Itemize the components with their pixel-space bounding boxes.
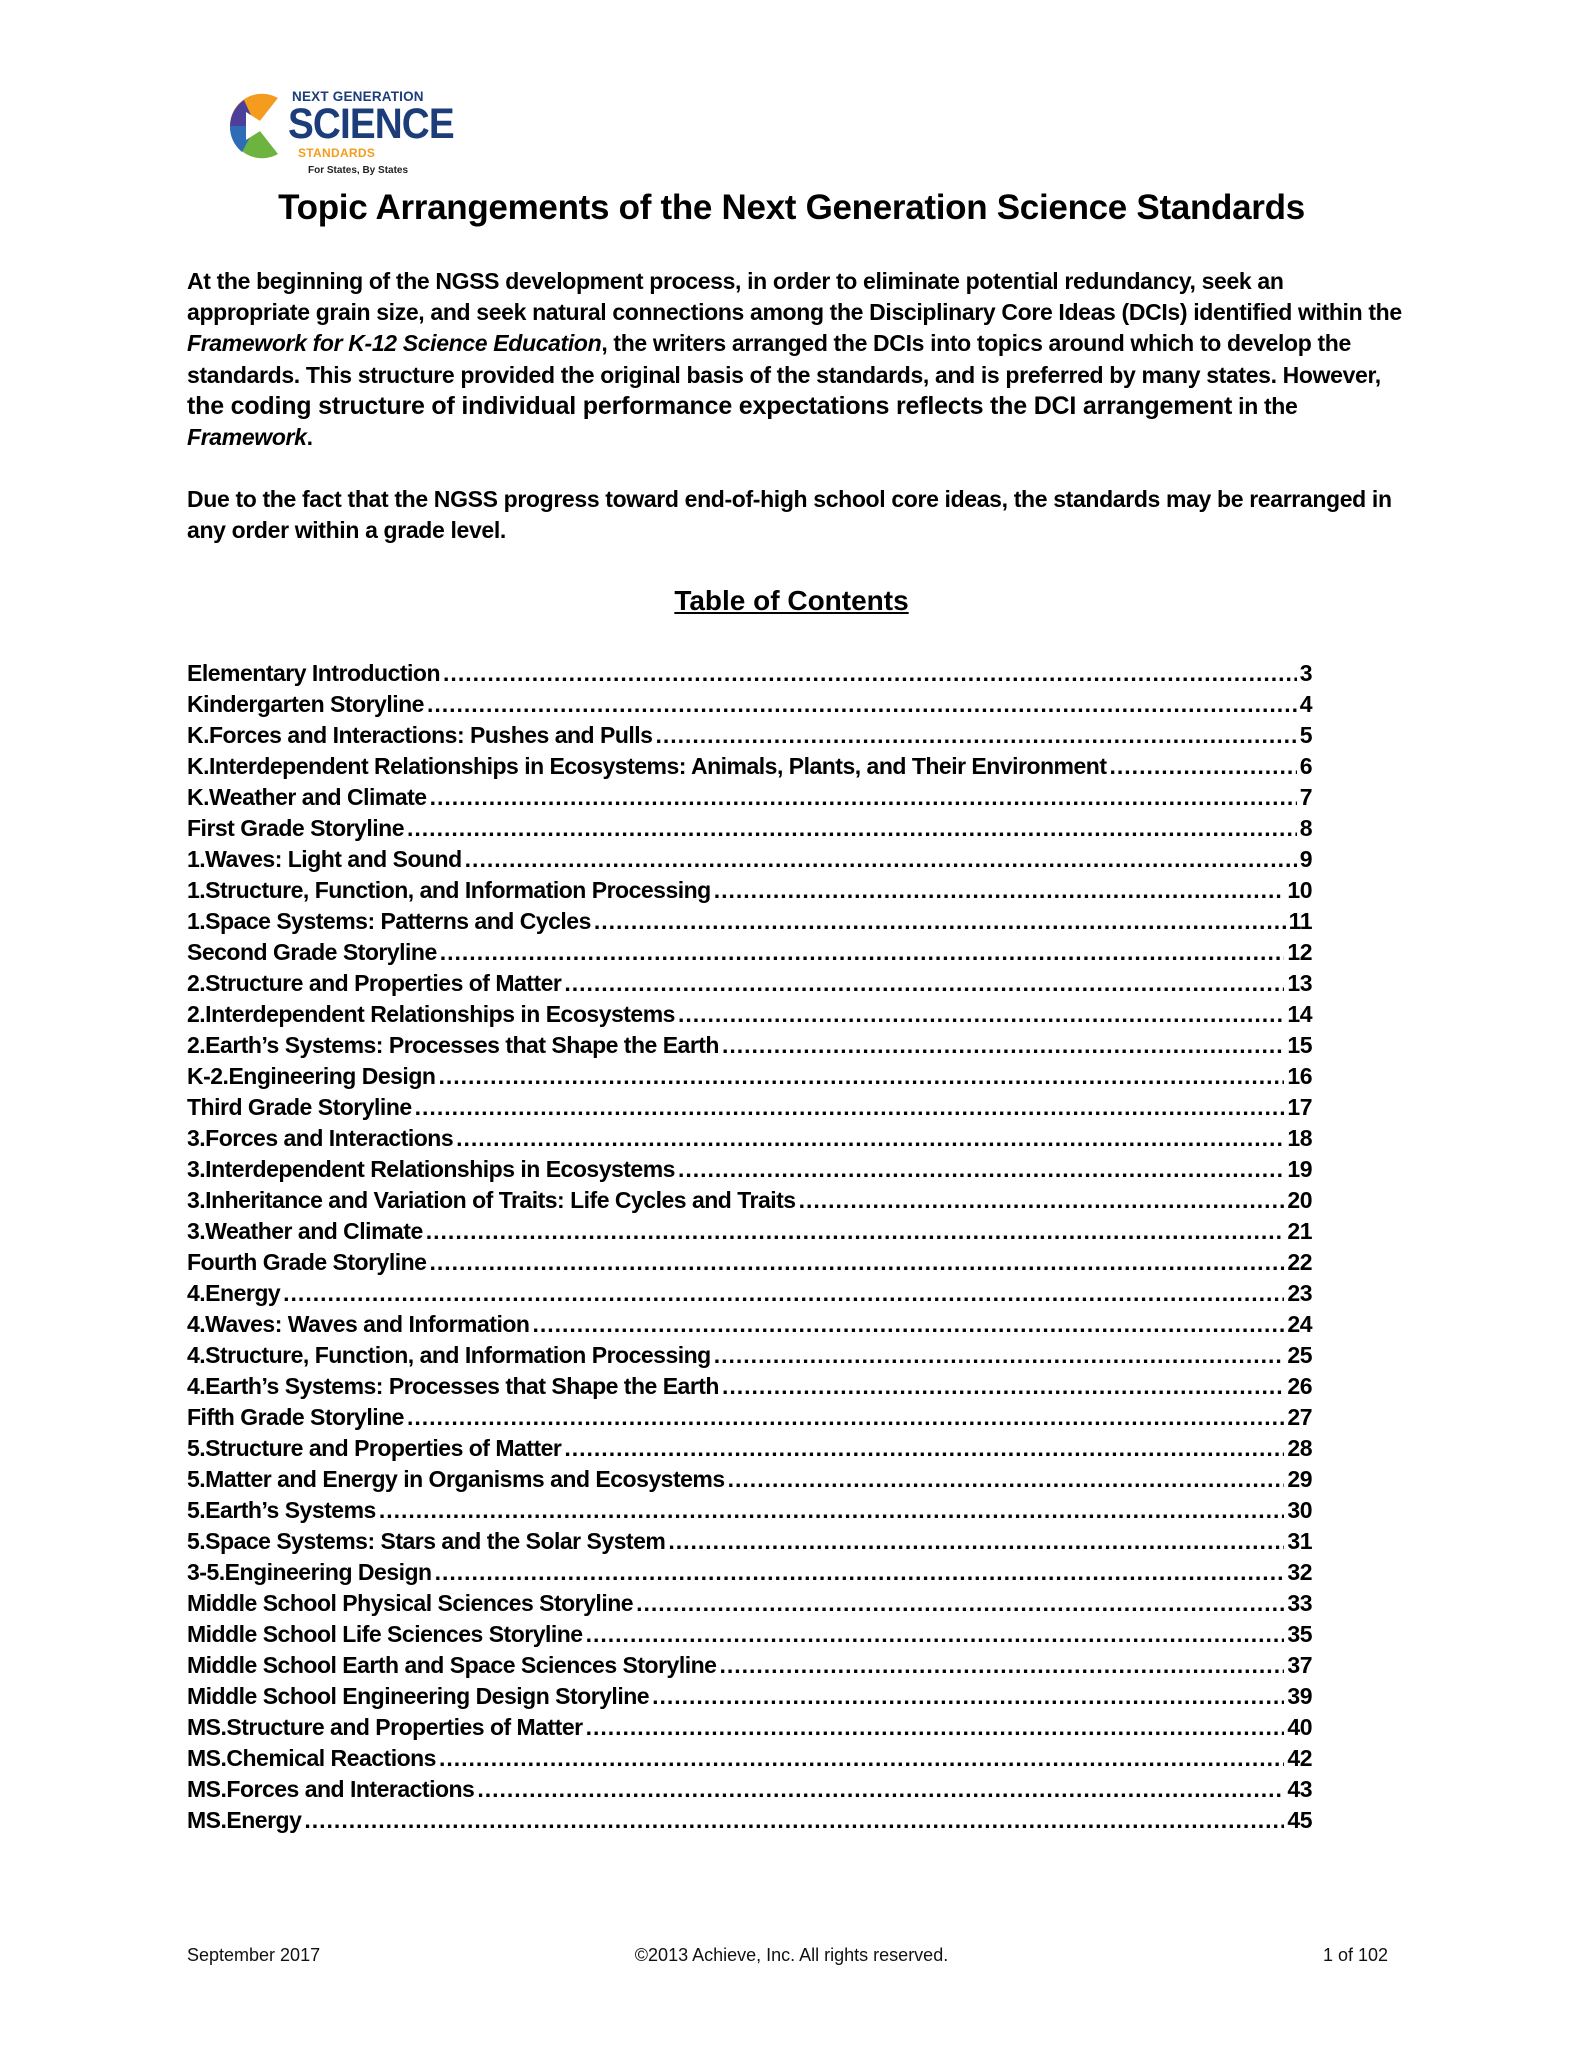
toc-entry-page: 3 <box>1299 660 1312 686</box>
toc-leader-dots <box>799 1185 1285 1216</box>
toc-entry-label: MS.Chemical Reactions <box>187 1745 436 1771</box>
toc-entry-label: MS.Forces and Interactions <box>187 1776 475 1802</box>
toc-entry[interactable] <box>187 1216 1312 1247</box>
toc-entry-page: 26 <box>1287 1373 1312 1399</box>
framework-title: Framework <box>187 424 307 451</box>
toc-entry[interactable] <box>187 1061 1312 1092</box>
toc-leader-dots <box>465 844 1297 875</box>
toc-entry-label: MS.Energy <box>187 1807 302 1833</box>
toc-leader-dots <box>283 1278 1284 1309</box>
table-of-contents <box>187 658 1312 1836</box>
toc-leader-dots <box>678 999 1284 1030</box>
toc-entry-page: 30 <box>1287 1497 1312 1523</box>
toc-leader-dots <box>435 1557 1285 1588</box>
toc-entry-page: 5 <box>1299 722 1312 748</box>
toc-entry[interactable] <box>187 1557 1312 1588</box>
toc-entry[interactable] <box>187 1123 1312 1154</box>
toc-entry-label: Kindergarten Storyline <box>187 691 424 717</box>
toc-entry-label: Elementary Introduction <box>187 660 441 686</box>
intro-text: Due to the fact that the NGSS progress toward end-of-high school core ideas, the standards may be rearranged in any order within a grade level. <box>187 486 1392 544</box>
intro-text: in the <box>1232 392 1298 419</box>
toc-entry-label: 1.Structure, Function, and Information Processing <box>187 877 711 903</box>
toc-entry[interactable] <box>187 813 1312 844</box>
toc-entry-page: 13 <box>1287 970 1312 996</box>
toc-entry-label: Second Grade Storyline <box>187 939 437 965</box>
footer-copyright: ©2013 Achieve, Inc. All rights reserved. <box>634 1945 949 1965</box>
toc-entry-page: 6 <box>1299 753 1312 779</box>
toc-entry[interactable] <box>187 751 1312 782</box>
toc-entry[interactable] <box>187 1743 1312 1774</box>
toc-leader-dots <box>714 1340 1285 1371</box>
toc-entry-label: 4.Energy <box>187 1280 281 1306</box>
toc-entry[interactable] <box>187 937 1312 968</box>
toc-leader-dots <box>440 937 1285 968</box>
toc-entry-page: 40 <box>1287 1714 1312 1740</box>
toc-entry[interactable] <box>187 1402 1312 1433</box>
footer-page-count: 1 of 102 <box>1322 1945 1388 1965</box>
toc-entry[interactable] <box>187 1309 1312 1340</box>
toc-leader-dots <box>443 658 1297 689</box>
toc-entry[interactable] <box>187 1774 1312 1805</box>
toc-entry-label: 4.Earth’s Systems: Processes that Shape the Earth <box>187 1373 719 1399</box>
toc-entry-label: 5.Earth’s Systems <box>187 1497 376 1523</box>
toc-entry-page: 21 <box>1287 1218 1312 1244</box>
toc-entry[interactable] <box>187 1650 1312 1681</box>
toc-entry[interactable] <box>187 689 1312 720</box>
toc-leader-dots <box>427 689 1297 720</box>
toc-entry[interactable] <box>187 1619 1312 1650</box>
toc-entry-page: 9 <box>1299 846 1312 872</box>
toc-entry-label: K.Forces and Interactions: Pushes and Pulls <box>187 722 653 748</box>
toc-entry-label: Middle School Physical Sciences Storyline <box>187 1590 634 1616</box>
ngss-logo-mark-icon <box>222 86 292 166</box>
toc-leader-dots <box>430 782 1297 813</box>
toc-leader-dots <box>722 1030 1284 1061</box>
toc-entry-label: Third Grade Storyline <box>187 1094 412 1120</box>
toc-leader-dots <box>426 1216 1285 1247</box>
toc-entry-label: 3.Inheritance and Variation of Traits: Life Cycles and Traits <box>187 1187 796 1213</box>
toc-entry-page: 4 <box>1299 691 1312 717</box>
toc-entry-page: 23 <box>1287 1280 1312 1306</box>
toc-entry[interactable] <box>187 1278 1312 1309</box>
toc-entry-label: Fifth Grade Storyline <box>187 1404 404 1430</box>
toc-entry[interactable] <box>187 1495 1312 1526</box>
toc-entry-page: 35 <box>1287 1621 1312 1647</box>
toc-entry-label: MS.Structure and Properties of Matter <box>187 1714 583 1740</box>
toc-entry[interactable] <box>187 1526 1312 1557</box>
toc-entry-page: 10 <box>1287 877 1312 903</box>
toc-entry[interactable] <box>187 968 1312 999</box>
toc-entry[interactable] <box>187 1681 1312 1712</box>
toc-entry-label: 5.Matter and Energy in Organisms and Ecosystems <box>187 1466 725 1492</box>
toc-entry[interactable] <box>187 1247 1312 1278</box>
toc-entry[interactable] <box>187 1030 1312 1061</box>
toc-entry-label: 3.Weather and Climate <box>187 1218 423 1244</box>
intro-paragraph-1 <box>187 266 1402 453</box>
toc-leader-dots <box>668 1526 1284 1557</box>
toc-entry-page: 17 <box>1287 1094 1312 1120</box>
toc-leader-dots <box>379 1495 1285 1526</box>
toc-leader-dots <box>655 720 1296 751</box>
toc-leader-dots <box>652 1681 1284 1712</box>
intro-emphasis: the coding structure of individual performance expectations reflects the DCI arrangement <box>187 391 1233 420</box>
toc-entry-label: 2.Structure and Properties of Matter <box>187 970 562 996</box>
toc-entry[interactable] <box>187 1433 1312 1464</box>
toc-leader-dots <box>678 1154 1284 1185</box>
framework-title: Framework for K-12 Science Education <box>187 330 602 357</box>
toc-entry-label: Middle School Engineering Design Storyline <box>187 1683 650 1709</box>
toc-leader-dots <box>407 813 1297 844</box>
toc-leader-dots <box>429 1247 1284 1278</box>
toc-leader-dots <box>722 1371 1284 1402</box>
toc-leader-dots <box>456 1123 1284 1154</box>
toc-entry-page: 29 <box>1287 1466 1312 1492</box>
ngss-logo <box>222 86 454 182</box>
page-title: Topic Arrangements of the Next Generation Science Standards <box>278 188 1305 227</box>
toc-entry-page: 28 <box>1287 1435 1312 1461</box>
toc-entry-page: 22 <box>1287 1249 1312 1275</box>
toc-entry-label: K-2.Engineering Design <box>187 1063 436 1089</box>
toc-entry[interactable] <box>187 1340 1312 1371</box>
toc-entry-label: 2.Earth’s Systems: Processes that Shape the Earth <box>187 1032 719 1058</box>
toc-entry[interactable] <box>187 1588 1312 1619</box>
toc-entry-label: 2.Interdependent Relationships in Ecosystems <box>187 1001 675 1027</box>
toc-leader-dots <box>1110 751 1297 782</box>
toc-entry-label: 3.Forces and Interactions <box>187 1125 454 1151</box>
toc-leader-dots <box>439 1743 1284 1774</box>
toc-leader-dots <box>728 1464 1285 1495</box>
intro-text: . <box>306 424 313 451</box>
toc-entry-label: 1.Space Systems: Patterns and Cycles <box>187 908 591 934</box>
intro-text: , the writers arranged the DCIs into topics around which to develop the standards. This structure provided the original basis of the standards, and is preferred by many states. However, <box>187 330 1381 388</box>
toc-entry-label: 5.Structure and Properties of Matter <box>187 1435 562 1461</box>
toc-entry[interactable] <box>187 1092 1312 1123</box>
toc-entry[interactable] <box>187 1154 1312 1185</box>
toc-entry[interactable] <box>187 782 1312 813</box>
toc-entry-page: 25 <box>1287 1342 1312 1368</box>
toc-entry-page: 7 <box>1299 784 1312 810</box>
toc-entry-label: 5.Space Systems: Stars and the Solar System <box>187 1528 666 1554</box>
toc-entry-label: 3-5.Engineering Design <box>187 1559 432 1585</box>
logo-line-science: SCIENCE <box>288 100 454 148</box>
toc-entry-page: 42 <box>1287 1745 1312 1771</box>
toc-leader-dots <box>564 1433 1284 1464</box>
toc-leader-dots <box>586 1712 1285 1743</box>
toc-leader-dots <box>477 1774 1284 1805</box>
toc-leader-dots <box>719 1650 1284 1681</box>
toc-leader-dots <box>564 968 1284 999</box>
toc-entry[interactable] <box>187 1805 1312 1836</box>
toc-entry-page: 27 <box>1287 1404 1312 1430</box>
toc-leader-dots <box>407 1402 1284 1433</box>
toc-entry-page: 12 <box>1287 939 1312 965</box>
toc-heading <box>0 583 1583 619</box>
toc-entry[interactable] <box>187 844 1312 875</box>
toc-entry-page: 19 <box>1287 1156 1312 1182</box>
toc-entry[interactable] <box>187 906 1312 937</box>
toc-entry[interactable] <box>187 1185 1312 1216</box>
toc-entry-page: 14 <box>1287 1001 1312 1027</box>
toc-entry-page: 39 <box>1287 1683 1312 1709</box>
toc-entry[interactable] <box>187 720 1312 751</box>
toc-entry-label: 3.Interdependent Relationships in Ecosystems <box>187 1156 675 1182</box>
toc-leader-dots <box>438 1061 1284 1092</box>
toc-entry-label: 1.Waves: Light and Sound <box>187 846 462 872</box>
toc-entry-page: 18 <box>1287 1125 1312 1151</box>
toc-entry-page: 31 <box>1287 1528 1312 1554</box>
toc-entry-label: Middle School Life Sciences Storyline <box>187 1621 583 1647</box>
toc-entry[interactable] <box>187 999 1312 1030</box>
toc-heading-text: Table of Contents <box>674 585 909 616</box>
toc-entry[interactable] <box>187 1371 1312 1402</box>
toc-entry-page: 33 <box>1287 1590 1312 1616</box>
toc-entry[interactable] <box>187 1464 1312 1495</box>
toc-leader-dots <box>415 1092 1285 1123</box>
intro-text: At the beginning of the NGSS development process, in order to eliminate potential redundancy, seek an appropriate grain size, and seek natural connections among the Disciplinary Core Ideas (DCIs) identified within the <box>187 268 1402 326</box>
toc-entry-page: 8 <box>1299 815 1312 841</box>
toc-leader-dots <box>636 1588 1284 1619</box>
toc-leader-dots <box>594 906 1286 937</box>
toc-entry-page: 37 <box>1287 1652 1312 1678</box>
toc-entry-page: 16 <box>1287 1063 1312 1089</box>
toc-leader-dots <box>304 1805 1284 1836</box>
toc-entry-label: Middle School Earth and Space Sciences Storyline <box>187 1652 717 1678</box>
footer-date: September 2017 <box>187 1945 321 1965</box>
toc-entry-label: 4.Waves: Waves and Information <box>187 1311 530 1337</box>
toc-entry[interactable] <box>187 658 1312 689</box>
toc-entry-page: 32 <box>1287 1559 1312 1585</box>
toc-entry-page: 11 <box>1288 908 1312 934</box>
toc-entry-page: 20 <box>1287 1187 1312 1213</box>
toc-entry-label: First Grade Storyline <box>187 815 405 841</box>
toc-entry-page: 45 <box>1287 1807 1312 1833</box>
toc-leader-dots <box>714 875 1285 906</box>
toc-entry[interactable] <box>187 1712 1312 1743</box>
logo-line-next-generation: NEXT GENERATION <box>292 89 424 104</box>
toc-entry-label: K.Weather and Climate <box>187 784 427 810</box>
toc-entry-label: K.Interdependent Relationships in Ecosystems: Animals, Plants, and Their Environment <box>187 753 1107 779</box>
toc-entry-page: 15 <box>1287 1032 1312 1058</box>
toc-entry-page: 43 <box>1287 1776 1312 1802</box>
logo-line-standards: STANDARDS <box>298 146 376 160</box>
intro-paragraph-2 <box>187 484 1402 546</box>
logo-tagline: For States, By States <box>308 165 409 176</box>
toc-entry[interactable] <box>187 875 1312 906</box>
toc-leader-dots <box>586 1619 1285 1650</box>
toc-leader-dots <box>532 1309 1284 1340</box>
toc-entry-page: 24 <box>1287 1311 1312 1337</box>
toc-entry-label: Fourth Grade Storyline <box>187 1249 427 1275</box>
toc-entry-label: 4.Structure, Function, and Information Processing <box>187 1342 711 1368</box>
